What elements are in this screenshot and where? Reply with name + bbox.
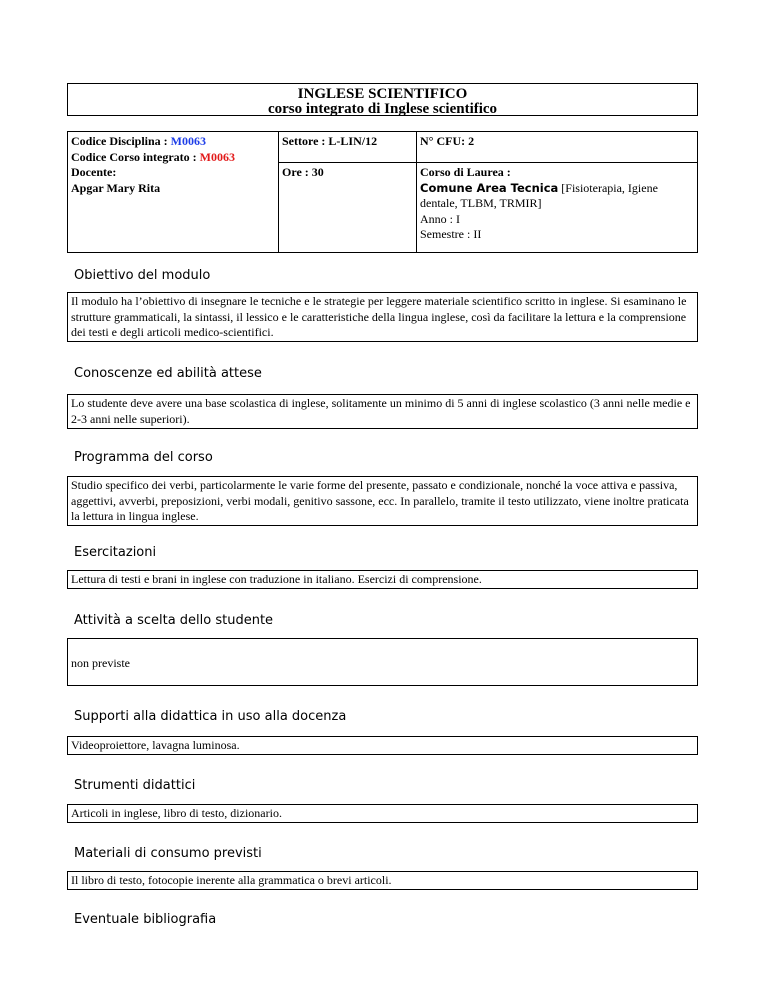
docente-label: Docente:	[71, 165, 117, 179]
ore: Ore : 30	[279, 163, 417, 253]
course-title-box	[67, 83, 698, 116]
section-heading-bibliografia: Eventuale bibliografia	[74, 912, 217, 927]
codice-disciplina-label: Codice Disciplina :	[71, 134, 168, 148]
section-heading-obiettivo: Obiettivo del modulo	[74, 268, 211, 283]
section-box-supporti: Videoproiettore, lavagna luminosa.	[67, 736, 698, 755]
cfu: N° CFU: 2	[417, 132, 698, 163]
section-heading-attivita: Attività a scelta dello studente	[74, 613, 274, 628]
section-box-conoscenze: Lo studente deve avere una base scolastica di inglese, solitamente un minimo di 5 anni di inglese scolastico (3 anni nelle medie e 2-3 anni nelle superiori).	[67, 394, 698, 429]
codice-corso-value: M0063	[199, 149, 235, 164]
section-box-materiali: Il libro di testo, fotocopie inerente alla grammatica o brevi articoli.	[67, 871, 698, 890]
corso-laurea-cell	[417, 163, 698, 253]
course-title: INGLESE SCIENTIFICO	[297, 86, 468, 102]
section-heading-materiali: Materiali di consumo previsti	[74, 846, 262, 861]
section-box-obiettivo: Il modulo ha l’obiettivo di insegnare le tecniche e le strategie per leggere materiale scientifico scritto in inglese. Si esaminano le strutture grammaticali, la sintassi, il lessico e le caratteristiche della lingua inglese, così da facilitare la lettura e la comprensione dei testi e degli articoli medico-scientifici.	[67, 292, 698, 342]
course-info-table	[67, 131, 698, 253]
section-box-programma: Studio specifico dei verbi, particolarmente le varie forme del presente, passato e condizionale, nonché la voce attiva e passiva, aggettivi, avverbi, preposizioni, verbi modali, genitivo sassone, ecc. In parallelo, tramite il testo utilizzato, viene inoltre praticata la lettura in lingua inglese.	[67, 476, 698, 526]
codice-disciplina-value: M0063	[170, 134, 206, 148]
section-heading-conoscenze: Conoscenze ed abilità attese	[74, 366, 262, 381]
corso-laurea-label: Corso di Laurea :	[420, 165, 511, 179]
section-heading-strumenti: Strumenti didattici	[74, 778, 196, 793]
corso-laurea	[420, 181, 694, 212]
corso-laurea-detail: [Fisioterapia, Igiene dentale, TLBM, TRMIR]	[420, 180, 658, 210]
anno: Anno : I	[420, 211, 460, 226]
codes-cell	[68, 132, 279, 253]
codice-disciplina	[71, 134, 275, 150]
section-box-attivita: non previste	[67, 638, 698, 686]
codice-corso	[71, 150, 275, 166]
codice-corso-label: Codice Corso integrato :	[71, 149, 197, 164]
corso-laurea-name: Comune Area Tecnica	[420, 180, 559, 195]
section-box-strumenti: Articoli in inglese, libro di testo, dizionario.	[67, 804, 698, 823]
section-box-esercitazioni: Lettura di testi e brani in inglese con traduzione in italiano. Esercizi di comprensione.	[67, 570, 698, 589]
section-heading-esercitazioni: Esercitazioni	[74, 545, 157, 560]
section-heading-supporti: Supporti alla didattica in uso alla docenza	[74, 709, 347, 724]
settore: Settore : L-LIN/12	[279, 132, 417, 163]
docente-name: Apgar Mary Rita	[71, 180, 161, 195]
course-subtitle: corso integrato di Inglese scientifico	[267, 101, 498, 117]
section-heading-programma: Programma del corso	[74, 450, 213, 465]
semestre: Semestre : II	[420, 227, 482, 241]
